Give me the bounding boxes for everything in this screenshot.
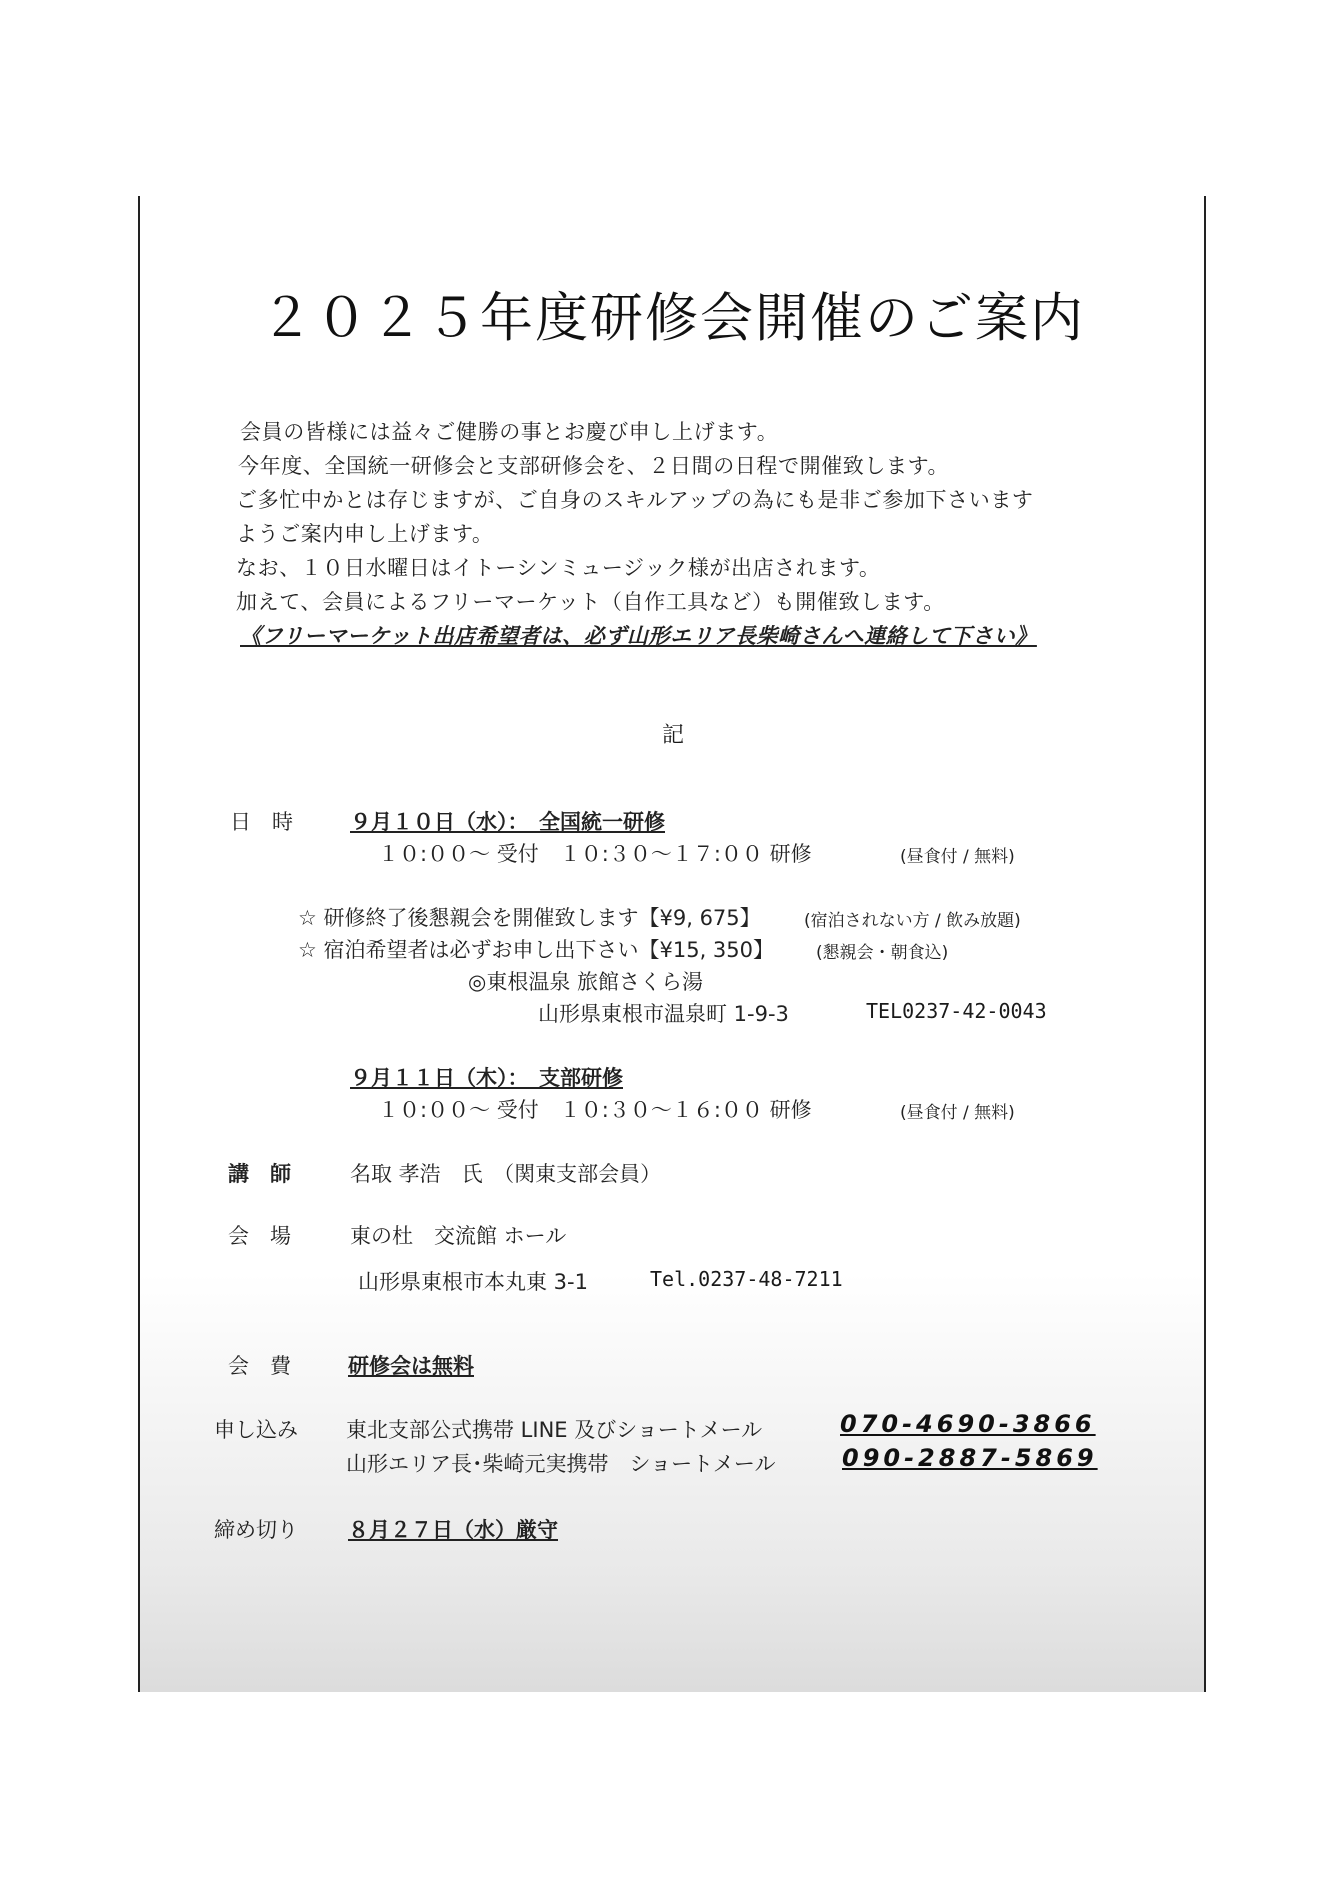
datetime-label: 日 時	[230, 810, 293, 834]
document-page	[138, 196, 1206, 1692]
apply-line2-text: 山形エリア長･柴崎元実携帯 ショートメール	[346, 1452, 776, 1476]
hotel-tel: TEL0237-42-0043	[866, 999, 1047, 1023]
deadline-value: ８月２７日（水）厳守	[348, 1518, 558, 1542]
intro-line-1: 会員の皆様には益々ご健勝の事とお慶び申し上げます。	[240, 420, 779, 444]
lecturer-label: 講 師	[228, 1162, 291, 1186]
stay-note: (懇親会・朝食込)	[816, 943, 949, 963]
intro-line-4: ようご案内申し上げます。	[236, 522, 494, 546]
ki-heading: 記	[662, 723, 685, 748]
day1-note: (昼食付 / 無料)	[900, 847, 1015, 867]
day2-note: (昼食付 / 無料)	[900, 1103, 1015, 1123]
apply-label: 申し込み	[214, 1418, 298, 1442]
fee-label: 会 費	[228, 1354, 291, 1378]
intro-line-5: なお、１０日水曜日はイトーシンミュージック様が出店されます。	[236, 556, 881, 580]
page-title: ２０２５年度研修会開催のご案内	[260, 288, 1085, 349]
hotel-address: 山形県東根市温泉町 1-9-3	[538, 1002, 789, 1026]
intro-line-3: ご多忙中かとは存じますが、ご自身のスキルアップの為にも是非ご参加下さいます	[236, 488, 1034, 512]
fee-value: 研修会は無料	[348, 1354, 474, 1378]
venue-name: 東の杜 交流館 ホール	[350, 1224, 567, 1248]
intro-line-2: 今年度、全国統一研修会と支部研修会を、２日間の日程で開催致します。	[238, 454, 950, 478]
venue-tel: Tel.0237-48-7211	[650, 1267, 843, 1291]
day1-heading: ９月１０日（水）： 全国統一研修	[350, 810, 665, 834]
apply-line1-phone[interactable]: 070-4690-3866	[840, 1410, 1096, 1438]
venue-address: 山形県東根市本丸東 3-1	[358, 1270, 588, 1294]
hotel-name: ◎東根温泉 旅館さくら湯	[468, 970, 703, 994]
deadline-label: 締め切り	[214, 1518, 298, 1542]
venue-label: 会 場	[228, 1224, 291, 1248]
party-line: ☆ 研修終了後懇親会を開催致します【¥9, 675】	[298, 906, 761, 930]
apply-line2-phone[interactable]: 090-2887-5869	[842, 1444, 1098, 1472]
party-note: (宿泊されない方 / 飲み放題)	[804, 911, 1021, 931]
day2-heading: ９月１１日（木）： 支部研修	[350, 1066, 623, 1090]
intro-line-6: 加えて、会員によるフリーマーケット（自作工具など）も開催致します。	[236, 590, 945, 614]
day2-time: １０:００～ 受付 １０:３０～１６:００ 研修	[378, 1098, 812, 1122]
lecturer-value: 名取 孝浩 氏 （関東支部会員）	[350, 1162, 662, 1186]
intro-note: 《フリーマーケット出店希望者は、必ず山形エリア長柴崎さんへ連絡して下さい》	[240, 624, 1037, 648]
stay-line: ☆ 宿泊希望者は必ずお申し出下さい【¥15, 350】	[298, 938, 775, 962]
day1-time: １０:００～ 受付 １０:３０～１７:００ 研修	[378, 842, 812, 866]
apply-line1-text: 東北支部公式携帯 LINE 及びショートメール	[346, 1418, 763, 1442]
